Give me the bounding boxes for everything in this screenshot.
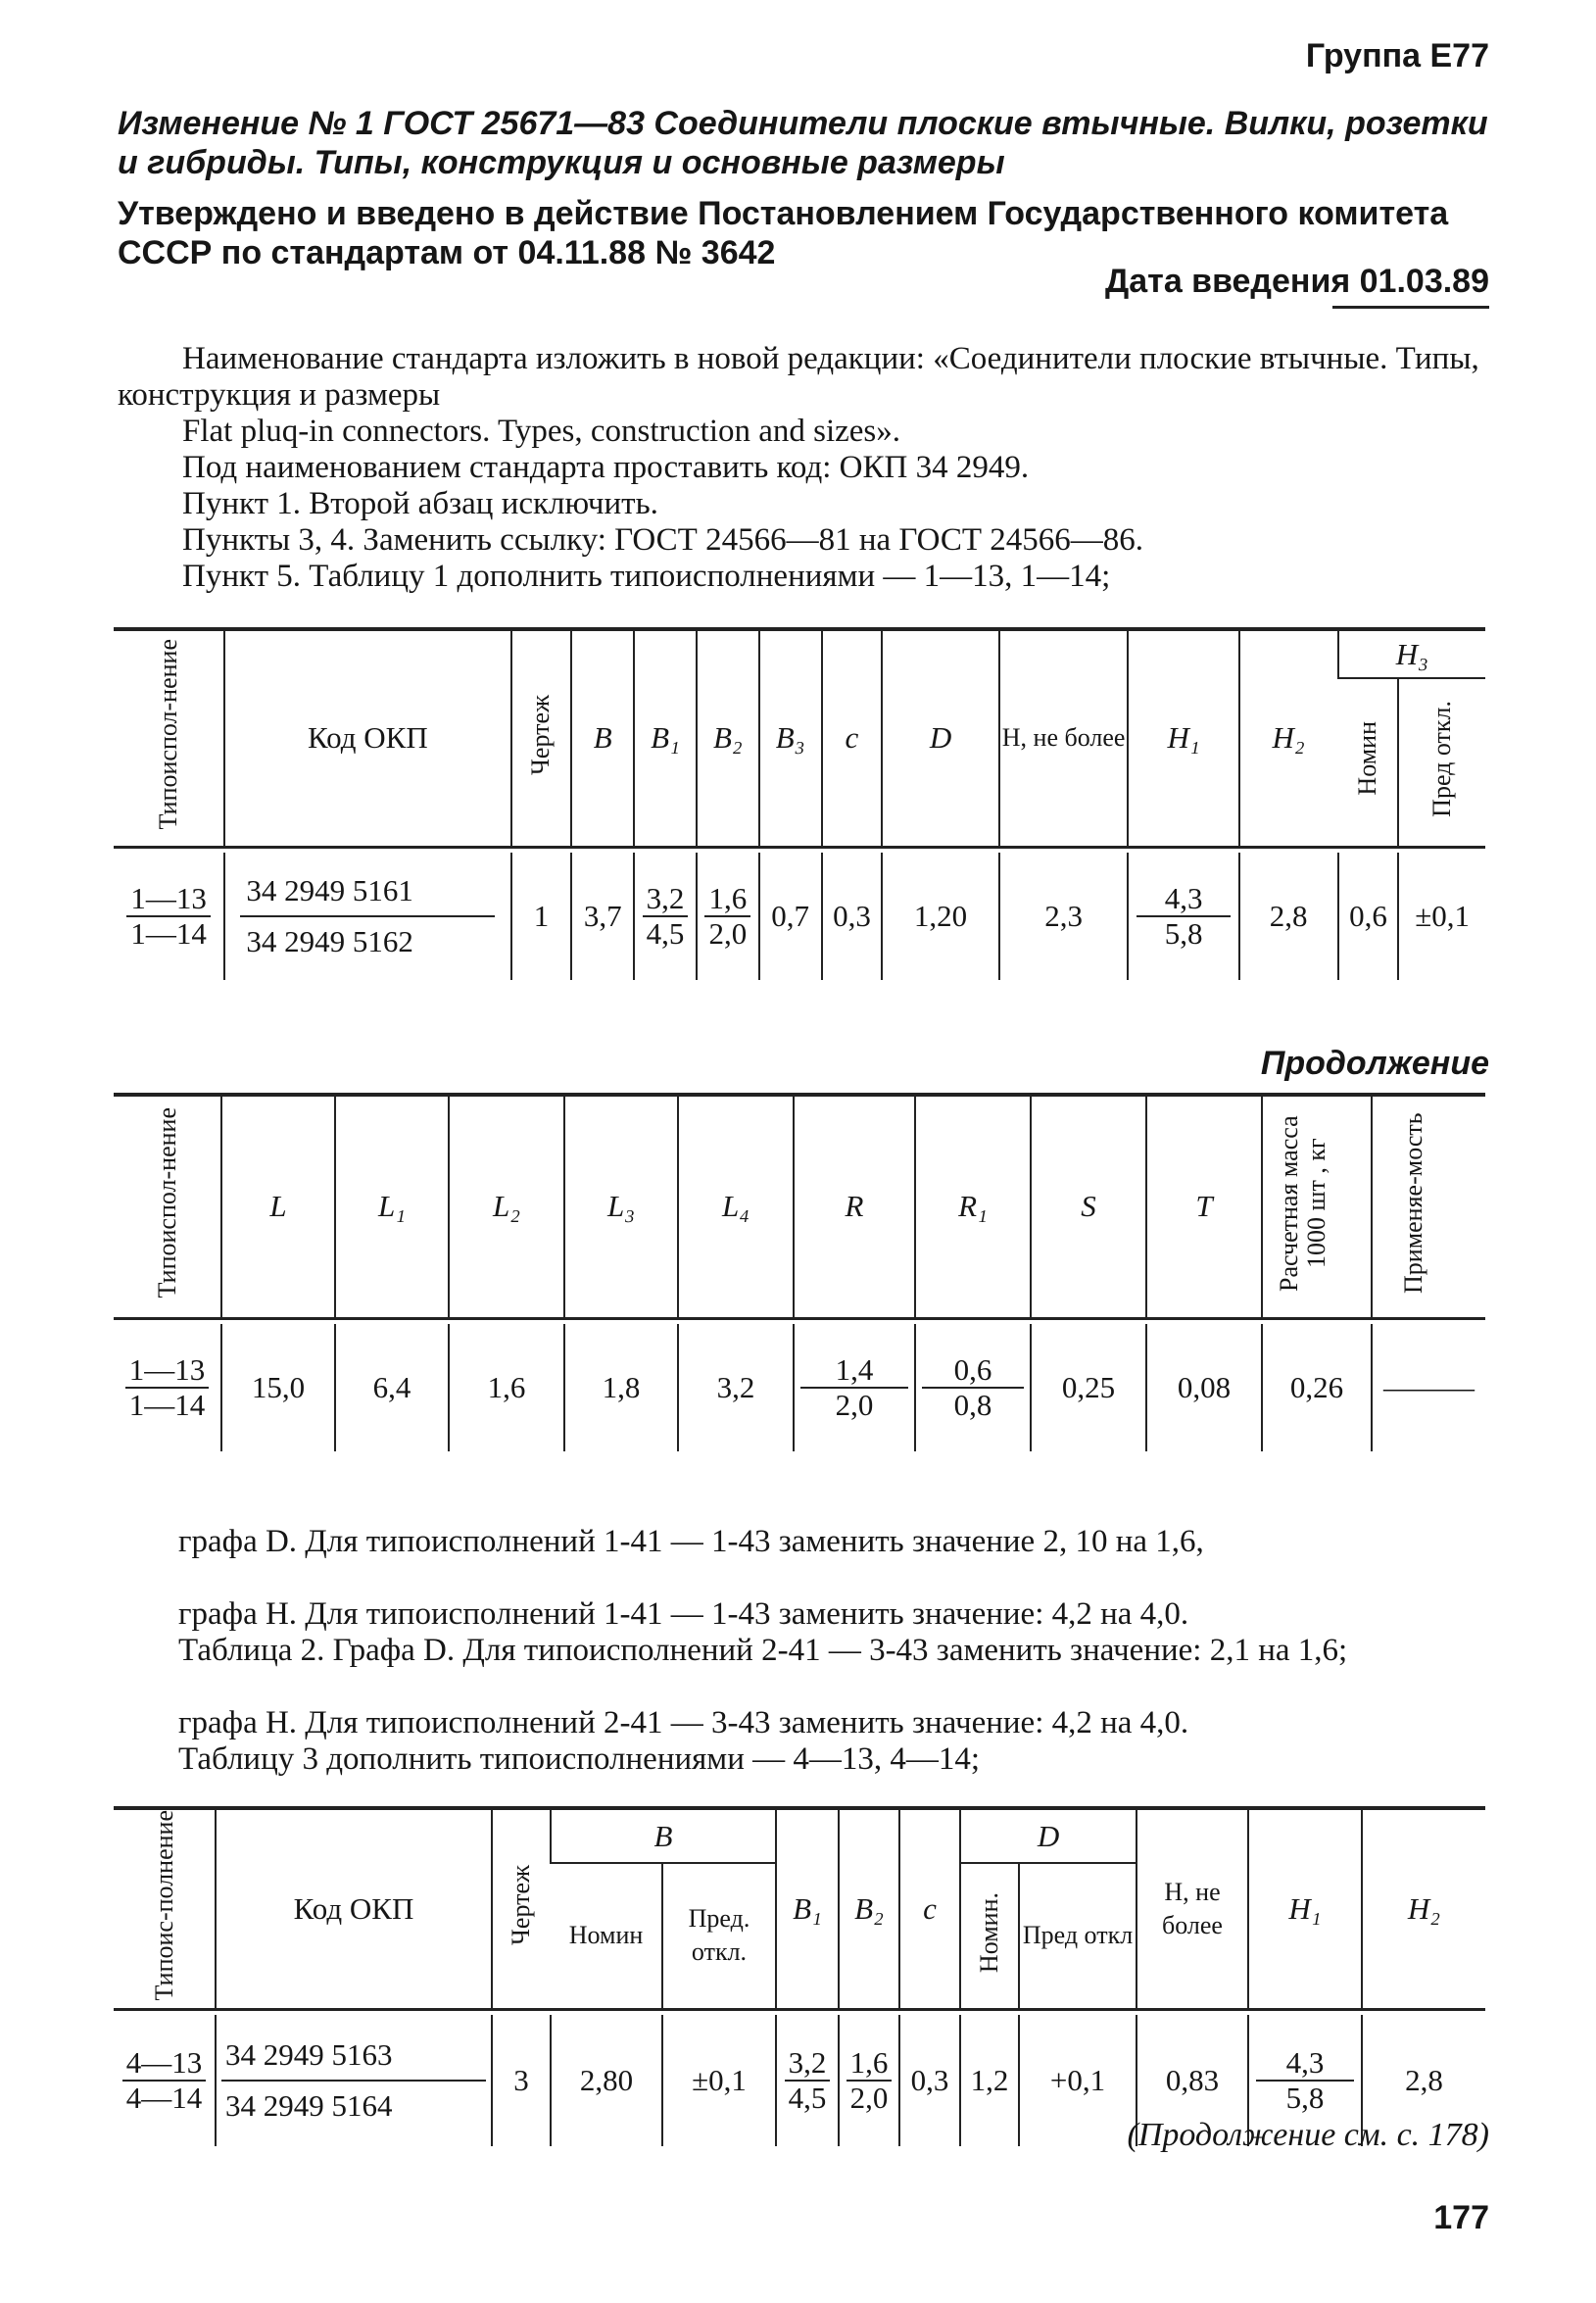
t2-header-l3: L₃ — [564, 1095, 678, 1318]
t3-cell-d-nom: 1,2 — [960, 2015, 1019, 2146]
middle-paragraph-4: графа H. Для типоисполнений 2-41 — 3-43 заменить значение: 4,2 на 4,0. — [178, 1705, 1189, 1740]
t3-header-b: B — [551, 1808, 776, 1863]
t3-header-b-dev: Пред. откл. — [662, 1863, 776, 2009]
t1-cell-d: 1,20 — [882, 853, 998, 980]
t2-cell-l3: 1,8 — [564, 1324, 678, 1451]
t3-header-okp: Код ОКП — [216, 1808, 492, 2009]
t2-cell-l4: 3,2 — [678, 1324, 794, 1451]
middle-paragraph-3: Таблица 2. Графа D. Для типоисполнений 2-41 — 3-43 заменить значение: 2,1 на 1,6; — [178, 1633, 1348, 1668]
intro-paragraph-5: Пункты 3, 4. Заменить ссылку: ГОСТ 24566—81 на ГОСТ 24566—86. — [182, 522, 1144, 558]
document-title: Изменение № 1 ГОСТ 25671—83 Соединители плоские втычные. Вилки, розетки и гибриды. Типы, конструкция и основные размеры — [118, 105, 1488, 181]
t3-cell-b-dev: ±0,1 — [662, 2015, 776, 2146]
t1-cell-h3-dev: ±0,1 — [1398, 853, 1485, 980]
t2-header-r1: R₁ — [915, 1095, 1031, 1318]
t3-cell-type: $\frac{4—13}{4—14}$ — [114, 2015, 216, 2146]
t2-header-mass: Расчетная масса 1000 шт , кг — [1262, 1095, 1372, 1318]
intro-paragraph-4: Пункт 1. Второй абзац исключить. — [182, 486, 658, 521]
intro-paragraph-1: Наименование стандарта изложить в новой редакции: «Соединители плоские втычные. Типы, конструкция и размеры — [118, 341, 1479, 413]
t3-header-d-dev: Пред откл — [1019, 1863, 1137, 2009]
t2-header-type: Типоиспол-нение — [114, 1095, 221, 1318]
t2-cell-type: $\frac{1—13}{1—14}$ — [114, 1324, 221, 1451]
t1-cell-h1: $\frac{4,3}{5,8}$ — [1128, 853, 1238, 980]
continuation-label: Продолжение — [1260, 1045, 1489, 1082]
t3-header-b1: B₁ — [776, 1808, 839, 2009]
t2-header-l2: L₂ — [449, 1095, 564, 1318]
t2-header-s: S — [1031, 1095, 1146, 1318]
t3-header-drawing: Чертеж — [492, 1808, 551, 2009]
table-1 — [114, 627, 1485, 980]
t1-cell-h3-nom: 0,6 — [1338, 853, 1399, 980]
t1-header-h2: H₂ — [1239, 629, 1338, 847]
middle-paragraph-5: Таблицу 3 дополнить типоисполнениями — 4—13, 4—14; — [178, 1741, 981, 1777]
t1-header-c: c — [822, 629, 883, 847]
t1-header-h: H, не более — [999, 629, 1129, 847]
table-2 — [114, 1093, 1485, 1451]
t3-header-h2: H₂ — [1362, 1808, 1485, 2009]
t1-header-okp: Код ОКП — [224, 629, 510, 847]
intro-paragraph-2: Flat pluq-in connectors. Types, construction and sizes». — [182, 414, 901, 449]
t1-cell-h2: 2,8 — [1239, 853, 1338, 980]
page-number: 177 — [1433, 2199, 1489, 2236]
t3-cell-drawing: 3 — [492, 2015, 551, 2146]
t1-header-h3: H₃ — [1338, 629, 1485, 678]
t3-cell-b1: $\frac{3,2}{4,5}$ — [776, 2015, 839, 2146]
t1-header-b: B — [571, 629, 634, 847]
t3-header-d: D — [960, 1808, 1137, 1863]
t2-header-r: R — [794, 1095, 915, 1318]
t3-header-b2: B₂ — [839, 1808, 899, 2009]
middle-paragraph-2: графа H. Для типоисполнений 1-41 — 1-43 заменить значение: 4,2 на 4,0. — [178, 1596, 1189, 1632]
t2-cell-r1: $\frac{0,6}{0,8}$ — [915, 1324, 1031, 1451]
t2-header-usage: Применяе-мость — [1372, 1095, 1485, 1318]
t3-cell-b2: $\frac{1,6}{2,0}$ — [839, 2015, 899, 2146]
t1-cell-b2: $\frac{1,6}{2,0}$ — [697, 853, 759, 980]
t3-header-type: Типоис-полнение — [114, 1808, 216, 2009]
t1-header-h1: H₁ — [1128, 629, 1238, 847]
t2-cell-t: 0,08 — [1146, 1324, 1262, 1451]
table-3 — [114, 1806, 1485, 2146]
t1-header-b2: B₂ — [697, 629, 759, 847]
t3-cell-d-dev: +0,1 — [1019, 2015, 1137, 2146]
t2-header-l: L — [221, 1095, 335, 1318]
t1-cell-b3: 0,7 — [759, 853, 822, 980]
intro-paragraph-3: Под наименованием стандарта проставить код: ОКП 34 2949. — [182, 450, 1030, 485]
t3-cell-h2: 2,8 — [1362, 2015, 1485, 2146]
t2-cell-l1: 6,4 — [335, 1324, 449, 1451]
t3-header-h: H, не более — [1137, 1808, 1248, 2009]
t2-header-t: T — [1146, 1095, 1262, 1318]
t3-header-d-nom: Номин. — [960, 1863, 1019, 2009]
t3-cell-b-nom: 2,80 — [551, 2015, 662, 2146]
t3-cell-okp: $\frac{34 2949 5163}{34 2949 5164}$ — [216, 2015, 492, 2146]
t2-cell-usage: ——— — [1372, 1324, 1485, 1451]
t3-cell-c: 0,3 — [899, 2015, 960, 2146]
effective-date: Дата введения 01.03.89 — [1105, 263, 1489, 300]
t1-header-h3-dev: Пред откл. — [1398, 678, 1485, 847]
t3-cell-h: 0,83 — [1137, 2015, 1248, 2146]
t1-cell-type: $\frac{1—13}{1—14}$ — [114, 853, 224, 980]
t2-cell-mass: 0,26 — [1262, 1324, 1372, 1451]
middle-paragraph-1: графа D. Для типоисполнений 1-41 — 1-43 заменить значение 2, 10 на 1,6, — [178, 1524, 1204, 1559]
intro-paragraph-6: Пункт 5. Таблицу 1 дополнить типоисполнениями — 1—13, 1—14; — [182, 559, 1111, 594]
t3-header-c: c — [899, 1808, 960, 2009]
t2-header-l1: L₁ — [335, 1095, 449, 1318]
t3-cell-h1: $\frac{4,3}{5,8}$ — [1248, 2015, 1362, 2146]
t1-cell-drawing: 1 — [511, 853, 572, 980]
t1-cell-h: 2,3 — [999, 853, 1129, 980]
t1-cell-c: 0,3 — [822, 853, 883, 980]
t1-cell-b: 3,7 — [571, 853, 634, 980]
t1-header-drawing: Чертеж — [511, 629, 572, 847]
t1-header-h3-nom: Номин — [1352, 721, 1381, 797]
t1-header-b1: B₁ — [634, 629, 697, 847]
t1-header-b3: B₃ — [759, 629, 822, 847]
date-underline — [1332, 306, 1489, 309]
t2-header-l4: L₄ — [678, 1095, 794, 1318]
t2-cell-l: 15,0 — [221, 1324, 335, 1451]
continued-note: (Продолжение см. с. 178) — [1127, 2117, 1489, 2153]
t1-header-d: D — [882, 629, 998, 847]
t3-header-h1: H₁ — [1248, 1808, 1362, 2009]
t1-header-type: Типоиспол-нение — [114, 629, 224, 847]
approval-text: Утверждено и введено в действие Постановлением Государственного комитета СССР по стандартам от 04.11.88 № 3642 — [118, 195, 1449, 271]
t3-header-b-nom: Номин — [568, 1921, 644, 1950]
t2-cell-r: $\frac{1,4}{2,0}$ — [794, 1324, 915, 1451]
group-label: Группа Е77 — [1305, 37, 1489, 74]
t1-cell-b1: $\frac{3,2}{4,5}$ — [634, 853, 697, 980]
t1-cell-okp: $\frac{34 2949 5161}{34 2949 5162}$ — [224, 853, 510, 980]
t2-cell-l2: 1,6 — [449, 1324, 564, 1451]
t2-cell-s: 0,25 — [1031, 1324, 1146, 1451]
